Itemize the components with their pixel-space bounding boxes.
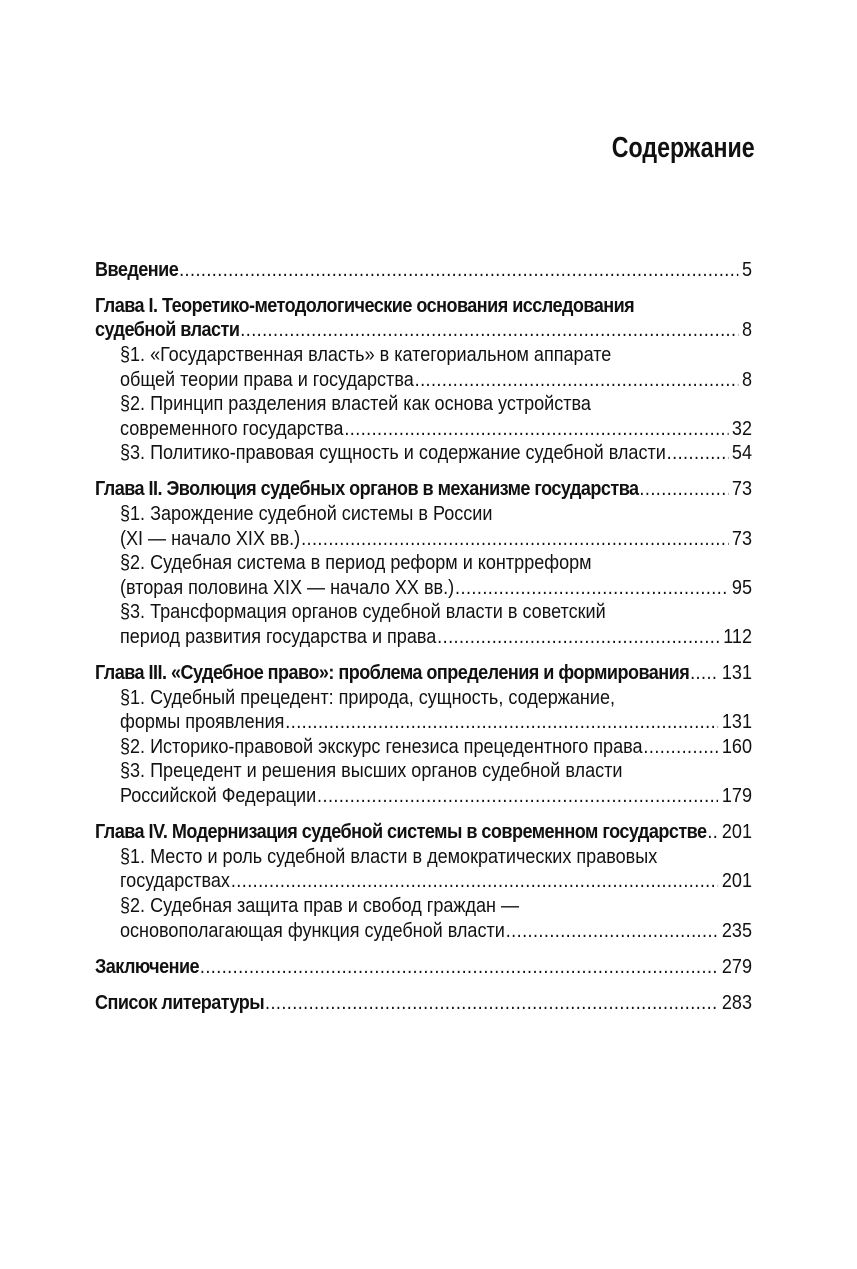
toc-line	[95, 820, 752, 845]
toc-section-entry[interactable]	[95, 735, 752, 760]
dot-leader	[300, 527, 728, 552]
toc-line	[95, 955, 752, 980]
toc-entry-title: формы проявления	[119, 710, 285, 734]
toc-line	[95, 576, 752, 601]
toc-page-number: 73	[731, 477, 753, 501]
toc-line	[95, 869, 752, 894]
toc-line	[95, 759, 752, 784]
toc-entry-title: §3. Прецедент и решения высших органов судебной власти	[119, 759, 623, 783]
toc-line	[95, 392, 752, 417]
dot-leader	[639, 477, 729, 502]
toc-page-number: 73	[731, 526, 753, 550]
toc-entry-title: основополагающая функция судебной власти	[119, 918, 505, 942]
toc-group	[95, 661, 752, 809]
toc-line	[95, 477, 752, 502]
toc-line	[95, 991, 752, 1016]
toc-entry-title: §3. Трансформация органов судебной власти в советский	[119, 600, 606, 624]
toc-line	[95, 686, 752, 711]
toc-section-entry[interactable]	[95, 845, 752, 894]
toc-chapter-entry[interactable]	[95, 991, 752, 1016]
toc-entry-title: §3. Политико-правовая сущность и содержание судебной власти	[119, 441, 666, 465]
toc-line	[95, 919, 752, 944]
toc-section-entry[interactable]	[95, 502, 752, 551]
dot-leader	[230, 869, 718, 894]
dot-leader	[689, 661, 718, 686]
toc-line	[95, 417, 752, 442]
toc-page-number: 235	[721, 918, 753, 942]
toc-section-entry[interactable]	[95, 600, 752, 649]
toc-entry-title: государствах	[119, 869, 230, 893]
toc-page-number: 5	[741, 257, 753, 281]
dot-leader	[316, 784, 718, 809]
toc-page-number: 283	[721, 990, 753, 1014]
toc-entry-title: Введение	[95, 257, 179, 281]
dot-leader	[643, 735, 719, 760]
toc-entry-title: Глава III. «Судебное право»: проблема определения и формирования	[95, 661, 690, 685]
toc-group	[95, 820, 752, 943]
toc-entry-title: Заключение	[95, 954, 200, 978]
toc-line	[95, 625, 752, 650]
dot-leader	[284, 710, 718, 735]
toc-entry-title: (вторая половина XIX — начало XX вв.)	[119, 575, 455, 599]
toc-line	[95, 710, 752, 735]
dot-leader	[264, 991, 718, 1016]
toc-line	[95, 784, 752, 809]
dot-leader	[239, 318, 738, 343]
toc-entry-title: §2. Судебная защита прав и свобод граждан —	[119, 893, 520, 917]
toc-line	[95, 527, 752, 552]
toc-line	[95, 258, 752, 283]
toc-entry-title: §1. Зарождение судебной системы в России	[119, 502, 493, 526]
toc-page-number: 279	[721, 954, 753, 978]
toc-section-entry[interactable]	[95, 894, 752, 943]
toc-page-number: 8	[741, 367, 753, 391]
table-of-contents	[95, 258, 752, 1016]
toc-section-entry[interactable]	[95, 392, 752, 441]
toc-chapter-entry[interactable]	[95, 294, 752, 343]
dot-leader	[178, 258, 738, 283]
toc-line	[95, 600, 752, 625]
toc-entry-title: (XI — начало XIX вв.)	[119, 526, 301, 550]
dot-leader	[199, 955, 718, 980]
toc-section-entry[interactable]	[95, 343, 752, 392]
toc-group	[95, 294, 752, 466]
toc-group	[95, 477, 752, 649]
toc-section-entry[interactable]	[95, 441, 752, 466]
toc-line	[95, 441, 752, 466]
dot-leader	[436, 625, 719, 650]
dot-leader	[505, 919, 719, 944]
toc-line	[95, 551, 752, 576]
toc-entry-title: Список литературы	[95, 990, 265, 1014]
toc-entry-title: §2. Принцип разделения властей как основа устройства	[119, 392, 591, 416]
toc-entry-title: современного государства	[119, 416, 344, 440]
toc-chapter-entry[interactable]	[95, 820, 752, 845]
toc-entry-title: Российской Федерации	[119, 784, 317, 808]
toc-group	[95, 991, 752, 1016]
toc-page-number: 201	[721, 820, 753, 844]
toc-entry-title: §1. «Государственная власть» в категориальном аппарате	[119, 342, 612, 366]
toc-page-number: 131	[721, 661, 753, 685]
toc-entry-title: §1. Место и роль судебной власти в демократических правовых	[119, 844, 658, 868]
toc-section-entry[interactable]	[95, 551, 752, 600]
dot-leader	[454, 576, 728, 601]
toc-page-number: 32	[731, 416, 753, 440]
toc-page-number: 8	[741, 318, 753, 342]
toc-entry-title: §1. Судебный прецедент: природа, сущность, содержание,	[119, 685, 615, 709]
toc-line	[95, 735, 752, 760]
toc-entry-title: Глава IV. Модернизация судебной системы в современном государстве	[95, 820, 707, 844]
dot-leader	[706, 820, 718, 845]
toc-entry-title: общей теории права и государства	[119, 367, 414, 391]
toc-page-number: 131	[721, 710, 753, 734]
toc-page-number: 95	[731, 575, 753, 599]
toc-page-number: 54	[731, 441, 753, 465]
toc-line	[95, 894, 752, 919]
toc-line	[95, 368, 752, 393]
toc-section-entry[interactable]	[95, 686, 752, 735]
toc-entry-title: Глава II. Эволюция судебных органов в механизме государства	[95, 477, 639, 501]
dot-leader	[666, 441, 729, 466]
toc-entry-title: судебной власти	[95, 318, 240, 342]
toc-line	[95, 661, 752, 686]
toc-chapter-entry[interactable]	[95, 955, 752, 980]
toc-group	[95, 258, 752, 283]
toc-chapter-entry[interactable]	[95, 258, 752, 283]
dot-leader	[414, 368, 739, 393]
toc-entry-title: §2. Историко-правовой экскурс генезиса прецедентного права	[119, 734, 643, 758]
dot-leader	[343, 417, 728, 442]
toc-line	[95, 318, 752, 343]
toc-line	[95, 343, 752, 368]
toc-section-entry[interactable]	[95, 759, 752, 808]
toc-group	[95, 955, 752, 980]
toc-chapter-entry[interactable]	[95, 477, 752, 502]
toc-chapter-entry[interactable]	[95, 661, 752, 686]
toc-entry-title: Глава I. Теоретико-методологические основания исследования	[95, 293, 635, 317]
toc-page-number: 160	[721, 734, 753, 758]
toc-line	[95, 294, 752, 319]
toc-page-number: 201	[721, 869, 753, 893]
toc-entry-title: период развития государства и права	[119, 625, 437, 648]
toc-line	[95, 845, 752, 870]
toc-entry-title: §2. Судебная система в период реформ и контрреформ	[119, 551, 592, 575]
toc-page-number: 179	[721, 784, 753, 808]
toc-line	[95, 502, 752, 527]
page-title: Содержание	[612, 132, 755, 164]
toc-page-number: 112	[723, 625, 753, 648]
